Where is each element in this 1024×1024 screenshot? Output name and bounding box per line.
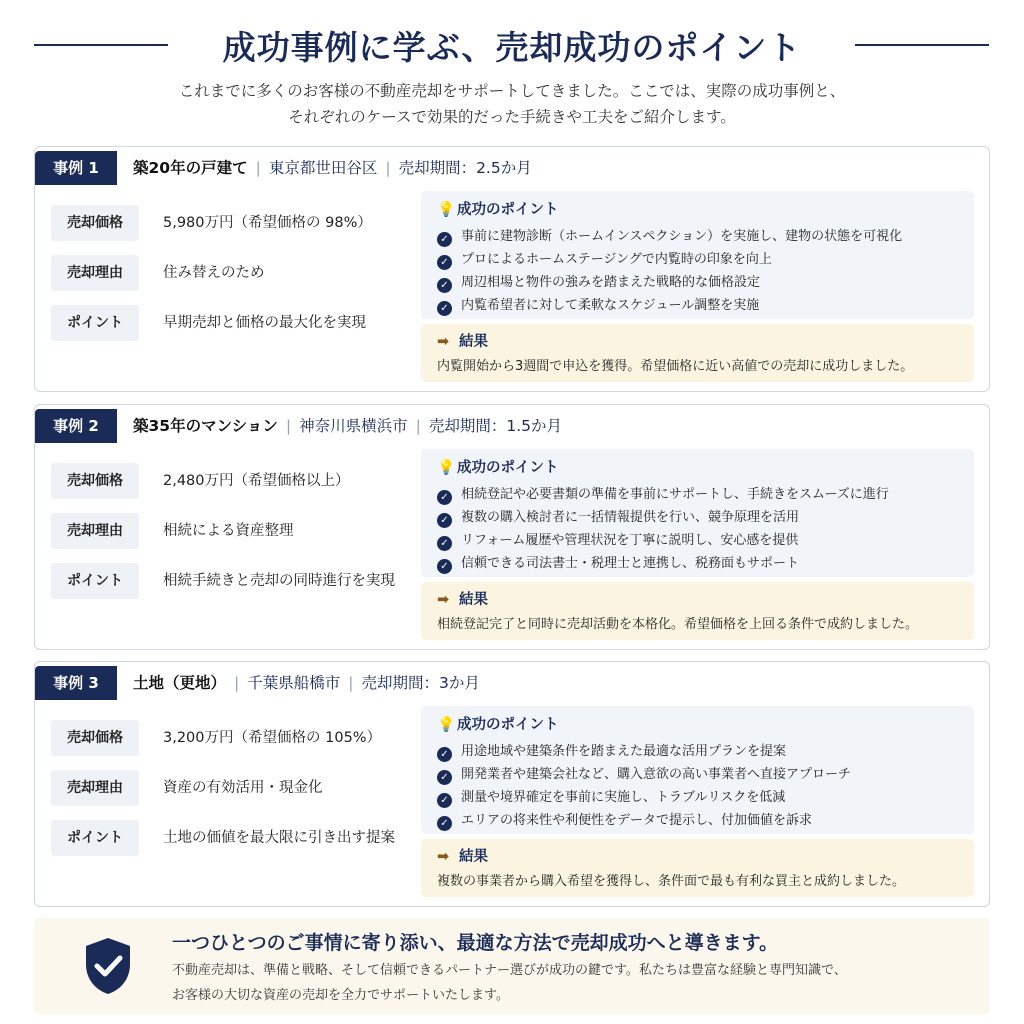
detail-value: 土地の価値を最大限に引き出す提案 (163, 830, 395, 846)
pointing-hand-icon: ➡ (437, 334, 450, 350)
page-title: 成功事例に学ぶ、売却成功のポイント (222, 28, 802, 67)
success-points-panel (421, 706, 974, 834)
success-points-heading: 💡 成功のポイント (437, 460, 559, 476)
case-details (51, 720, 411, 870)
detail-label: ポイント (51, 820, 139, 856)
case-details (51, 463, 411, 613)
case-card-2 (34, 404, 990, 650)
footer-heading: 一つひとつのご事情に寄り添い、最適な方法で売却成功へと導きます。 (172, 932, 779, 954)
detail-value: 3,200万円（希望価格の 105%） (163, 730, 382, 746)
list-item: ✓ 測量や境界確定を事前に実施し、トラブルリスクを低減 (437, 786, 851, 809)
detail-value: 住み替えのため (163, 265, 265, 281)
detail-label: ポイント (51, 305, 139, 341)
list-item: ✓ 相続登記や必要書類の準備を事前にサポートし、手続きをスムーズに進行 (437, 483, 889, 506)
result-heading: ➡ 結果 (437, 334, 488, 350)
detail-label: 売却理由 (51, 255, 139, 291)
lightbulb-icon: 💡 (437, 460, 456, 476)
result-heading: ➡ 結果 (437, 849, 488, 865)
list-item: ✓ エリアの将来性や利便性をデータで提示し、付加価値を訴求 (437, 809, 851, 832)
check-circle-icon: ✓ (437, 513, 452, 528)
list-item: ✓ 信頼できる司法書士・税理士と連携し、税務面もサポート (437, 552, 889, 575)
case-header (35, 666, 989, 700)
case-location: 東京都世田谷区 (268, 159, 378, 177)
case-badge: 事例 3 (35, 666, 117, 700)
footer-line-1: 不動産売却は、準備と戦略、そして信頼できるパートナー選びが成功の鍵です。私たちは豊富な経験と専門知識で、 (172, 963, 847, 978)
check-circle-icon: ✓ (437, 490, 452, 505)
check-circle-icon: ✓ (437, 816, 452, 831)
case-card-3 (34, 661, 990, 907)
detail-value: 相続手続きと売却の同時進行を実現 (163, 573, 395, 589)
case-badge: 事例 1 (35, 151, 117, 185)
case-title: 築35年のマンション | 神奈川県横浜市 | 売却期間：1.5か月 (133, 417, 563, 435)
detail-row-point (51, 820, 411, 856)
case-location: 神奈川県横浜市 (299, 417, 408, 435)
detail-row-price (51, 720, 411, 756)
list-item: ✓ 複数の購入検討者に一括情報提供を行い、競争原理を活用 (437, 506, 889, 529)
detail-row-reason (51, 770, 411, 806)
detail-label: 売却価格 (51, 720, 139, 756)
case-property: 土地（更地） (133, 674, 227, 692)
success-points-list (437, 740, 851, 832)
result-heading: ➡ 結果 (437, 592, 488, 608)
list-item: ✓ プロによるホームステージングで内覧時の印象を向上 (437, 248, 902, 271)
detail-label: 売却価格 (51, 463, 139, 499)
list-item: ✓ 用途地域や建築条件を踏まえた最適な活用プランを提案 (437, 740, 851, 763)
list-item: ✓ 開発業者や建築会社など、購入意欲の高い事業者へ直接アプローチ (437, 763, 851, 786)
case-details (51, 205, 411, 355)
check-circle-icon: ✓ (437, 301, 452, 316)
case-property: 築20年の戸建て (133, 159, 248, 177)
case-card-1 (34, 146, 990, 392)
check-circle-icon: ✓ (437, 232, 452, 247)
check-circle-icon: ✓ (437, 747, 452, 762)
detail-label: 売却理由 (51, 770, 139, 806)
case-header (35, 151, 989, 185)
result-panel (421, 839, 974, 897)
detail-value: 2,480万円（希望価格以上） (163, 473, 350, 489)
case-period: 売却期間：3か月 (361, 674, 480, 692)
detail-row-price (51, 463, 411, 499)
shield-check-icon (82, 936, 134, 996)
detail-value: 早期売却と価格の最大化を実現 (163, 315, 366, 331)
result-text: 複数の事業者から購入希望を獲得し、条件面で最も有利な買主と成約しました。 (437, 874, 906, 889)
case-title: 土地（更地） | 千葉県船橋市 | 売却期間：3か月 (133, 674, 480, 692)
pointing-hand-icon: ➡ (437, 849, 450, 865)
case-badge: 事例 2 (35, 409, 117, 443)
list-item: ✓ リフォーム履歴や管理状況を丁寧に説明し、安心感を提供 (437, 529, 889, 552)
success-points-panel (421, 449, 974, 577)
list-item: ✓ 事前に建物診断（ホームインスペクション）を実施し、建物の状態を可視化 (437, 225, 902, 248)
detail-row-point (51, 305, 411, 341)
intro-text (0, 78, 1024, 130)
check-circle-icon: ✓ (437, 559, 452, 574)
case-property: 築35年のマンション (133, 417, 278, 435)
detail-row-reason (51, 255, 411, 291)
check-circle-icon: ✓ (437, 255, 452, 270)
detail-label: 売却価格 (51, 205, 139, 241)
success-points-heading: 💡 成功のポイント (437, 202, 559, 218)
footer-message (34, 918, 990, 1014)
detail-label: 売却理由 (51, 513, 139, 549)
case-location: 千葉県船橋市 (247, 674, 341, 692)
check-circle-icon: ✓ (437, 278, 452, 293)
check-circle-icon: ✓ (437, 770, 452, 785)
footer-line-2: お客様の大切な資産の売却を全力でサポートいたします。 (172, 988, 509, 1003)
case-period: 売却期間：1.5か月 (428, 417, 563, 435)
result-panel (421, 324, 974, 382)
case-title: 築20年の戸建て | 東京都世田谷区 | 売却期間：2.5か月 (133, 159, 532, 177)
pointing-hand-icon: ➡ (437, 592, 450, 608)
list-item: ✓ 周辺相場と物件の強みを踏まえた戦略的な価格設定 (437, 271, 902, 294)
case-header (35, 409, 989, 443)
intro-line-2: それぞれのケースで効果的だった手続きや工夫をご紹介します。 (288, 108, 736, 126)
lightbulb-icon: 💡 (437, 202, 456, 218)
case-period: 売却期間：2.5か月 (398, 159, 532, 177)
list-item: ✓ 内覧希望者に対して柔軟なスケジュール調整を実施 (437, 294, 902, 317)
detail-value: 相続による資産整理 (163, 523, 294, 539)
success-points-panel (421, 191, 974, 319)
title-divider-right (855, 44, 989, 46)
result-text: 相続登記完了と同時に売却活動を本格化。希望価格を上回る条件で成約しました。 (437, 617, 919, 632)
check-circle-icon: ✓ (437, 536, 452, 551)
detail-row-point (51, 563, 411, 599)
detail-row-reason (51, 513, 411, 549)
detail-label: ポイント (51, 563, 139, 599)
check-circle-icon: ✓ (437, 793, 452, 808)
lightbulb-icon: 💡 (437, 717, 456, 733)
detail-value: 資産の有効活用・現金化 (163, 780, 323, 796)
detail-row-price (51, 205, 411, 241)
intro-line-1: これまでに多くのお客様の不動産売却をサポートしてきました。ここでは、実際の成功事例と、 (178, 82, 846, 100)
page-header (0, 20, 1024, 68)
result-text: 内覧開始から3週間で申込を獲得。希望価格に近い高値での売却に成功しました。 (437, 359, 914, 374)
success-points-list (437, 483, 889, 575)
result-panel (421, 582, 974, 640)
success-points-heading: 💡 成功のポイント (437, 717, 559, 733)
footer-text (172, 958, 847, 1008)
success-points-list (437, 225, 902, 317)
detail-value: 5,980万円（希望価格の 98%） (163, 215, 372, 231)
